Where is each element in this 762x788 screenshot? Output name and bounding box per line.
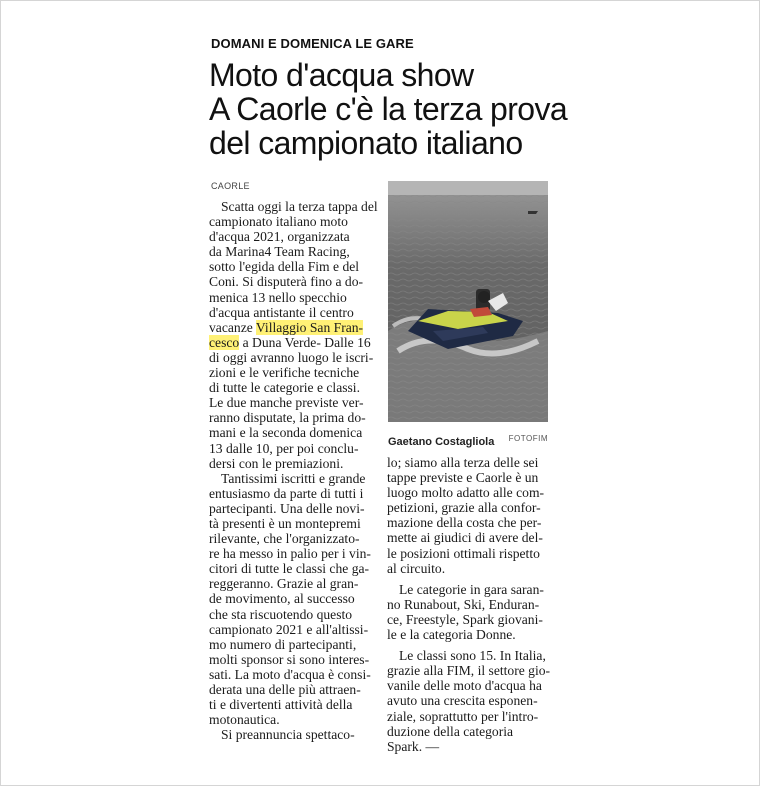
text-line: avuto una crescita esponen- [387, 693, 538, 709]
text-line: di tutte le categorie e classi. [209, 380, 360, 396]
text-line: mo numero di partecipanti, [209, 636, 357, 652]
text-line: ranno disputate, la prima do- [209, 410, 366, 426]
text-line: Tantissimi iscritti e grande [221, 470, 366, 486]
text-line: campionato 2021 e all'altissi- [209, 621, 369, 637]
text-line: rilevante, che l'organizzato- [209, 531, 360, 547]
photo-credit [388, 432, 548, 450]
text-line: Le due manche previste ver- [209, 395, 364, 411]
text-line: ziale, soprattutto per l'intro- [387, 708, 539, 724]
photographer-name: Gaetano Costagliola [388, 436, 495, 448]
jet-ski-photo-icon [388, 181, 548, 422]
text-line: Coni. Si disputerà fino a do- [209, 274, 364, 290]
text-line: le posizioni ottimali rispetto [387, 545, 540, 561]
text-line: dersi con le premiazioni. [209, 455, 344, 471]
text-line: Spark. — [387, 738, 440, 754]
jet-ski-photo [388, 181, 548, 422]
text-line: derata una delle più attraen- [209, 682, 361, 697]
article-body-right-column [387, 455, 550, 754]
text-line: no Runabout, Ski, Enduran- [387, 596, 540, 612]
text-line: Le categorie in gara saran- [399, 581, 544, 597]
text-line: Le classi sono 15. In Italia, [399, 648, 546, 664]
article-body-left-column [209, 199, 378, 743]
highlighted-text: Villaggio San Fran- [255, 319, 364, 335]
highlighted-text: cesco [209, 334, 240, 350]
text-line: le e la categoria Donne. [387, 627, 516, 643]
text-line: petizioni, grazie alla confor- [387, 500, 541, 516]
text-line: d'acqua 2021, organizzata [209, 229, 350, 245]
text-line: duzione della categoria [387, 723, 514, 739]
text-line: tappe previste e Caorle è un [387, 470, 539, 486]
text-line: partecipanti. Una delle novi- [209, 500, 365, 516]
headline-line: del campionato italiano [209, 125, 523, 161]
text-line: ce, Freestyle, Spark giovani- [387, 611, 543, 627]
text-line: grazie alla FIM, il settore gio- [387, 663, 551, 679]
text-line: motonautica. [209, 712, 280, 728]
article-kicker: DOMANI E DOMENICA LE GARE [211, 36, 414, 51]
text-line: ti e divertenti attività della [209, 697, 353, 713]
text-line: de movimento, al successo [209, 591, 355, 607]
text-fragment: a Duna Verde- Dalle 16 [239, 334, 371, 350]
text-line: che sta riscuotendo questo [209, 606, 353, 622]
text-line: vanile delle moto d'acqua ha [387, 678, 542, 694]
text-line: d'acqua antistante il centro [209, 304, 354, 320]
headline-line: A Caorle c'è la terza prova [209, 91, 568, 127]
text-line: luogo molto adatto alle com- [387, 485, 545, 501]
text-line: re ha messo in palio per i vin- [209, 546, 371, 562]
text-line: tà presenti è un montepremi [209, 515, 361, 531]
headline-line: Moto d'acqua show [209, 57, 474, 93]
text-line: lo; siamo alla terza delle sei [387, 455, 539, 470]
text-line [209, 335, 373, 350]
text-line: di oggi avranno luogo le iscri- [209, 349, 374, 365]
text-line: al circuito. [387, 560, 446, 576]
text-line: zioni e le verifiche tecniche [209, 365, 360, 381]
article-dateline: CAORLE [211, 181, 250, 191]
text-line: sati. La moto d'acqua è consi- [209, 666, 371, 682]
text-line: entusiasmo da parte di tutti i [209, 485, 364, 501]
text-line: reggeranno. Grazie al gran- [209, 576, 359, 592]
text-line: mazione della costa che per- [387, 515, 542, 531]
text-line: da Marina4 Team Racing, [209, 244, 350, 260]
text-line: molti sponsor si sono interes- [209, 651, 370, 667]
text-line: menica 13 nello specchio [209, 289, 347, 305]
text-fragment: vacanze [209, 319, 256, 335]
text-line [209, 320, 373, 335]
text-line: Si preannuncia spettaco- [221, 727, 355, 743]
text-line: Scatta oggi la terza tappa del [221, 199, 378, 214]
text-line: mette ai giudici di avere del- [387, 530, 543, 546]
article-headline [209, 58, 569, 160]
text-line: 13 dalle 10, per poi conclu- [209, 440, 359, 456]
text-line: sotto l'egida della Fim e del [209, 259, 360, 275]
photo-source: FOTOFIM [508, 434, 548, 443]
text-line: mani e la seconda domenica [209, 425, 363, 441]
text-line: citori di tutte le classi che ga- [209, 561, 370, 577]
text-line: campionato italiano moto [209, 214, 348, 230]
